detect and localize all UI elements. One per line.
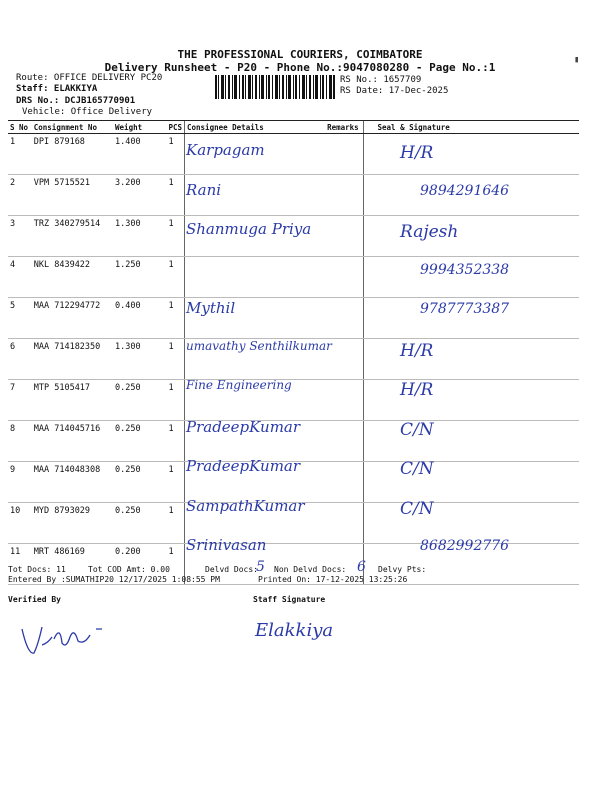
col-seal-signature: Seal & Signature bbox=[363, 121, 579, 134]
pcs-cell: 1 bbox=[166, 421, 184, 462]
sno-cell: 5 bbox=[8, 298, 32, 339]
rs-no: RS No.: 1657709 bbox=[340, 75, 422, 85]
tot-cod: Tot COD Amt: 0.00 bbox=[88, 565, 170, 574]
sno-cell: 4 bbox=[8, 257, 32, 298]
pcs-cell: 1 bbox=[166, 544, 184, 585]
pcs-cell: 1 bbox=[166, 503, 184, 544]
col-weight: Weight bbox=[113, 121, 166, 134]
consignee-handwriting: Karpagam bbox=[186, 141, 265, 159]
weight-cell: 1.250 bbox=[113, 257, 166, 298]
consignee-handwriting: Rani bbox=[186, 180, 222, 199]
weight-cell: 0.250 bbox=[113, 421, 166, 462]
non-delvd-value: 6 bbox=[357, 559, 366, 575]
remarks-cell bbox=[325, 462, 363, 503]
seal-handwriting: C/N bbox=[400, 498, 434, 519]
seal-cell bbox=[363, 462, 579, 503]
seal-cell bbox=[363, 134, 579, 175]
seal-handwriting: Rajesh bbox=[400, 222, 459, 242]
sno-cell: 9 bbox=[8, 462, 32, 503]
pcs-cell: 1 bbox=[166, 298, 184, 339]
seal-cell bbox=[363, 380, 579, 421]
seal-handwriting: 8682992776 bbox=[420, 538, 510, 554]
delvd-docs-value: 5 bbox=[256, 559, 265, 575]
seal-handwriting: 9787773387 bbox=[420, 301, 510, 317]
pcs-cell: 1 bbox=[166, 462, 184, 503]
consignment-cell: MAA 712294772 bbox=[32, 298, 113, 339]
consignment-cell: MTP 5105417 bbox=[32, 380, 113, 421]
pcs-cell: 1 bbox=[166, 339, 184, 380]
delvd-docs-label: Delvd Docs: bbox=[205, 565, 258, 574]
delvy-pts: Delvy Pts: bbox=[378, 565, 427, 574]
col-remarks: Remarks bbox=[325, 121, 363, 134]
weight-cell: 1.300 bbox=[113, 216, 166, 257]
remarks-cell bbox=[325, 257, 363, 298]
consignment-cell: MYD 8793029 bbox=[32, 503, 113, 544]
sno-cell: 8 bbox=[8, 421, 32, 462]
consignment-cell: MAA 714045716 bbox=[32, 421, 113, 462]
seal-handwriting: C/N bbox=[400, 459, 434, 479]
remarks-cell bbox=[325, 134, 363, 175]
printed-on: Printed On: 17-12-2025 13:25:26 bbox=[258, 575, 408, 584]
consignment-cell: DPI 879168 bbox=[32, 134, 113, 175]
entered-by: Entered By :SUMATHIP20 12/17/2025 1:08:55 PM bbox=[8, 575, 220, 584]
seal-handwriting: H/R bbox=[400, 143, 434, 163]
weight-cell: 1.300 bbox=[113, 339, 166, 380]
pcs-cell: 1 bbox=[166, 175, 184, 216]
seal-cell bbox=[363, 216, 579, 257]
scan-mark: ▮ bbox=[574, 55, 580, 65]
table-header-row bbox=[8, 121, 579, 134]
consignee-handwriting: umavathy Senthilkumar bbox=[186, 338, 332, 353]
weight-cell: 0.250 bbox=[113, 380, 166, 421]
sno-cell: 2 bbox=[8, 175, 32, 216]
seal-handwriting: C/N bbox=[400, 419, 434, 440]
sno-cell: 7 bbox=[8, 380, 32, 421]
consignee-handwriting: Fine Engineering bbox=[186, 378, 292, 392]
col-consignment: Consignment No bbox=[32, 121, 113, 134]
consignment-cell: MRT 486169 bbox=[32, 544, 113, 585]
col-sno: S No bbox=[8, 121, 32, 134]
sno-cell: 3 bbox=[8, 216, 32, 257]
remarks-cell bbox=[325, 298, 363, 339]
consignment-cell: MAA 714048308 bbox=[32, 462, 113, 503]
remarks-cell bbox=[325, 421, 363, 462]
tot-docs: Tot Docs: 11 bbox=[8, 565, 66, 574]
seal-cell bbox=[363, 421, 579, 462]
weight-cell: 0.250 bbox=[113, 503, 166, 544]
seal-handwriting: H/R bbox=[400, 380, 434, 400]
weight-cell: 0.200 bbox=[113, 544, 166, 585]
consignee-handwriting: Shanmuga Priya bbox=[186, 220, 312, 238]
consignment-cell: MAA 714182350 bbox=[32, 339, 113, 380]
pcs-cell: 1 bbox=[166, 380, 184, 421]
consignee-handwriting: PradeepKumar bbox=[186, 417, 301, 436]
table-row bbox=[8, 380, 579, 421]
consignee-handwriting: SampathKumar bbox=[186, 496, 305, 515]
seal-cell bbox=[363, 339, 579, 380]
staff-label: Staff: ELAKKIYA bbox=[16, 84, 98, 94]
remarks-cell bbox=[325, 380, 363, 421]
sno-cell: 6 bbox=[8, 339, 32, 380]
col-pcs: PCS bbox=[166, 121, 184, 134]
sno-cell: 10 bbox=[8, 503, 32, 544]
remarks-cell bbox=[325, 216, 363, 257]
consignee-handwriting: Mythil bbox=[186, 299, 236, 317]
remarks-cell bbox=[325, 175, 363, 216]
consignee-handwriting: Srinivasan bbox=[186, 536, 267, 554]
vehicle-label: Vehicle: Office Delivery bbox=[22, 107, 153, 117]
sno-cell: 1 bbox=[8, 134, 32, 175]
consignment-cell: NKL 8439422 bbox=[32, 257, 113, 298]
seal-handwriting: 9894291646 bbox=[420, 182, 510, 199]
pcs-cell: 1 bbox=[166, 257, 184, 298]
weight-cell: 0.250 bbox=[113, 462, 166, 503]
remarks-cell bbox=[325, 503, 363, 544]
seal-handwriting: H/R bbox=[400, 340, 434, 361]
seal-handwriting: 9994352338 bbox=[420, 261, 510, 278]
weight-cell: 0.400 bbox=[113, 298, 166, 339]
staff-signature: Elakkiya bbox=[255, 620, 334, 641]
non-delvd-label: Non Delvd Docs: bbox=[274, 565, 347, 574]
route-label: Route: OFFICE DELIVERY PC20 bbox=[16, 73, 163, 83]
runsheet-subtitle: Delivery Runsheet - P20 - Phone No.:9047080280 - Page No.:1 bbox=[104, 61, 496, 74]
consignment-cell: VPM 5715521 bbox=[32, 175, 113, 216]
pcs-cell: 1 bbox=[166, 216, 184, 257]
pcs-cell: 1 bbox=[166, 134, 184, 175]
barcode-icon bbox=[215, 75, 335, 99]
col-consignee: Consignee Details bbox=[185, 121, 326, 134]
weight-cell: 1.400 bbox=[113, 134, 166, 175]
verified-by-label: Verified By bbox=[8, 595, 61, 604]
weight-cell: 3.200 bbox=[113, 175, 166, 216]
consignment-cell: TRZ 340279514 bbox=[32, 216, 113, 257]
sno-cell: 11 bbox=[8, 544, 32, 585]
verified-signature-icon bbox=[18, 615, 118, 665]
table-row bbox=[8, 134, 579, 175]
consignee-cell bbox=[185, 257, 326, 298]
staff-signature-label: Staff Signature bbox=[253, 595, 326, 604]
rs-date: RS Date: 17-Dec-2025 bbox=[340, 86, 449, 96]
company-title: THE PROFESSIONAL COURIERS, COIMBATORE bbox=[177, 48, 423, 61]
drs-no: DRS No.: DCJB165770901 bbox=[16, 96, 136, 106]
consignee-handwriting: PradeepKumar bbox=[186, 457, 301, 475]
